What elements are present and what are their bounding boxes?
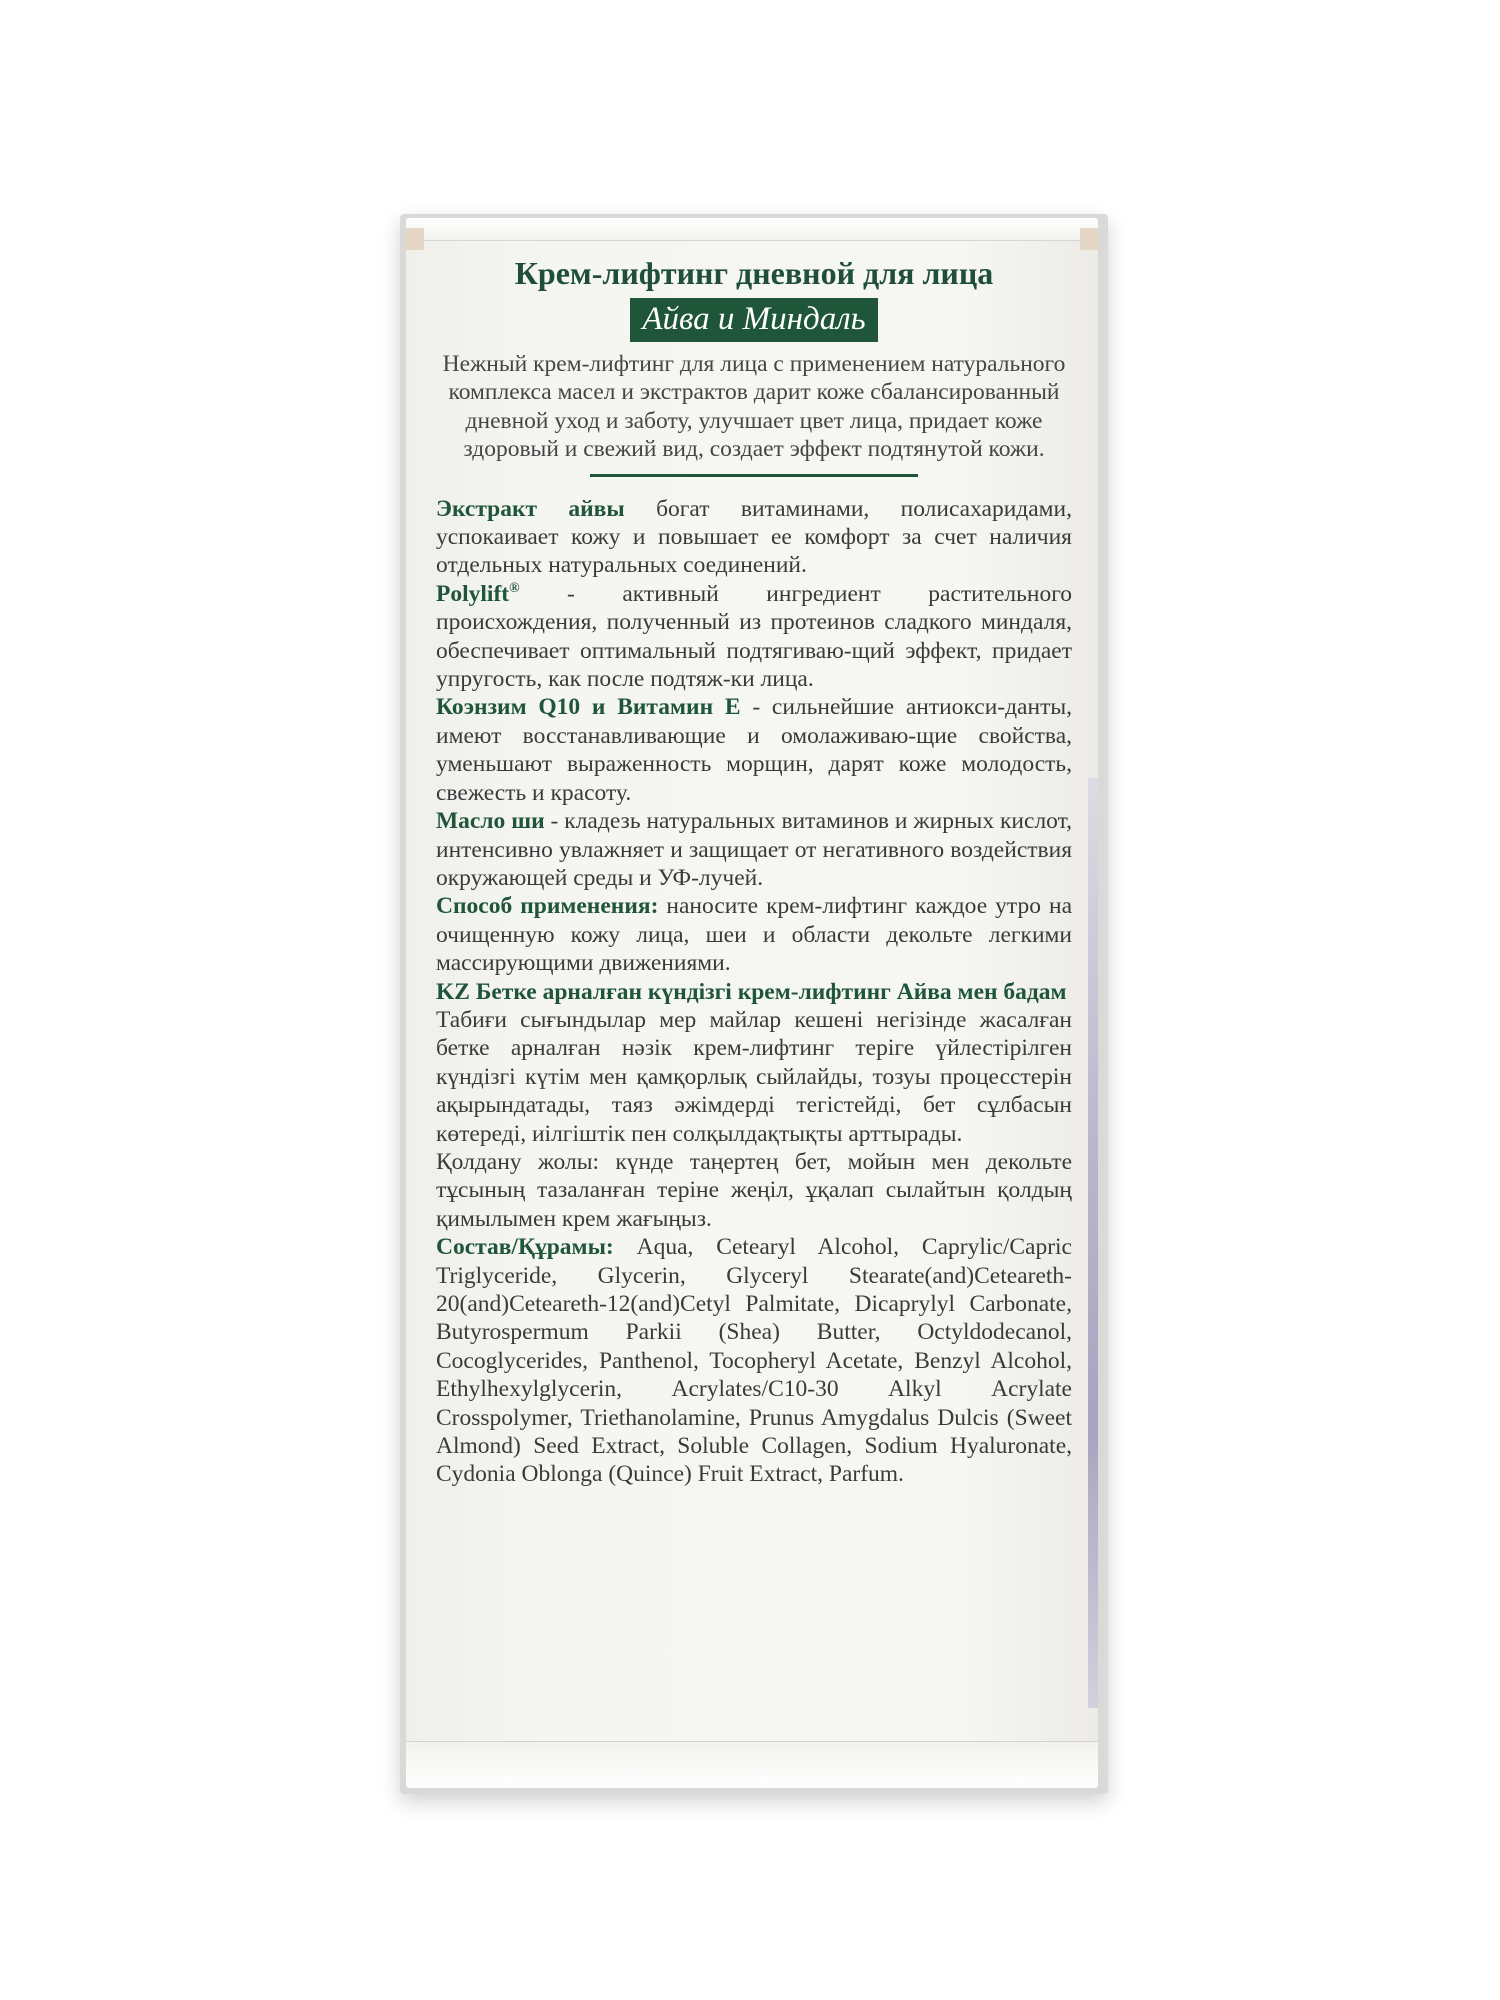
polylift-text: - активный ингредиент растительного происхождения, полученный из протеинов сладкого миндаля, обеспечивает оптимальный подтягиваю-щий эффект, придает упругость, как после подтяж-ки лица. bbox=[436, 580, 1072, 693]
quince-label: Экстракт айвы bbox=[436, 495, 625, 522]
q10-label: Коэнзим Q10 и Витамин Е bbox=[436, 694, 741, 721]
q10-text: - сильнейшие антиокси-данты, имеют восстанавливающие и омолаживаю-щие свойства, уменьшают выраженность морщин, дарят коже молодость, свежесть и красоту. bbox=[436, 694, 1072, 806]
product-title: Крем-лифтинг дневной для лица bbox=[514, 255, 994, 291]
usage-label: Способ применения: bbox=[436, 893, 659, 920]
polylift-label: Polylift bbox=[436, 580, 510, 607]
divider-line bbox=[590, 474, 918, 477]
quince-paragraph bbox=[436, 495, 1072, 580]
kz-usage: Қолдану жолы: күнде таңертең бет, мойын мен декольте тұсының тазаланған теріне жеңіл, ұқалап сылайтын қолдың қимылымен крем жағыңыз. bbox=[436, 1148, 1072, 1232]
usage-text: наносите крем-лифтинг каждое утро на очищенную кожу лица, шеи и области декольте легкими массирующими движениями. bbox=[436, 893, 1072, 977]
registered-mark: ® bbox=[509, 581, 520, 597]
composition-paragraph bbox=[436, 1233, 1072, 1489]
subtitle-wrap bbox=[436, 298, 1072, 342]
box-bottom-flap bbox=[406, 1741, 1098, 1788]
product-subtitle: Айва и Миндаль bbox=[630, 298, 877, 342]
label-text bbox=[436, 252, 1072, 1489]
kz-title: KZ Бетке арналған күндізгі крем-лифтинг Айва мен бадам bbox=[436, 978, 1067, 1005]
shea-text: - кладезь натуральных витаминов и жирных кислот, интенсивно увлажняет и защищает от негативного воздействия окружающей среды и УФ-лучей. bbox=[436, 808, 1072, 891]
product-intro: Нежный крем-лифтинг для лица с применением натурального комплекса масел и экстрактов дарит коже сбалансированный дневной уход и заботу, улучшает цвет лица, придает коже здоровый и свежий вид, создает эффект подтянутой кожи. bbox=[442, 351, 1066, 463]
box-notch-right bbox=[1080, 228, 1098, 250]
kz-body: Табиғи сығындылар мер майлар кешені негізінде жасалған бетке арналған нәзік крем-лифтинг теріге үйлестірілген күндізгі күтім мен қамқорлық сыйлайды, тозуы процесстерін ақырындатады, таяз әжімдерді тегістейді, бет сұлбасын көтереді, иілгіштік пен солқылдақтықты арттырады. bbox=[436, 1006, 1072, 1147]
composition-label: Состав/Құрамы: bbox=[436, 1234, 614, 1261]
composition-text: Aqua, Cetearyl Alcohol, Caprylic/Capric Triglyceride, Glycerin, Glyceryl Stearate(and)Ceteareth-20(and)Ceteareth-12(and)Cetyl Palmitate, Dicaprylyl Carbonate, Butyrospermum Parkii (Shea) Butter, Octyldodecanol, Cocoglycerides, Panthenol, Tocopheryl Acetate, Benzyl Alcohol, Ethylhexylglycerin, Acrylates/C10-30 Alkyl Acrylate Crosspolymer, Triethanolamine, Prunus Amygdalus Dulcis (Sweet Almond) Seed Extract, Soluble Collagen, Sodium Hyaluronate, Cydonia Oblonga (Quince) Fruit Extract, Parfum. bbox=[436, 1234, 1072, 1488]
shea-paragraph bbox=[436, 807, 1072, 892]
quince-text: богат витаминами, полисахаридами, успокаивает кожу и повышает ее комфорт за счет наличия отдельных натуральных соединений. bbox=[436, 495, 1072, 579]
box-side-edge bbox=[1088, 778, 1098, 1708]
box-top-flap bbox=[406, 218, 1098, 241]
shea-label: Масло ши bbox=[436, 808, 545, 835]
polylift-paragraph bbox=[436, 580, 1072, 694]
product-box-back bbox=[406, 218, 1098, 1788]
q10-paragraph bbox=[436, 693, 1072, 807]
usage-paragraph bbox=[436, 892, 1072, 977]
box-notch-left bbox=[406, 228, 424, 250]
